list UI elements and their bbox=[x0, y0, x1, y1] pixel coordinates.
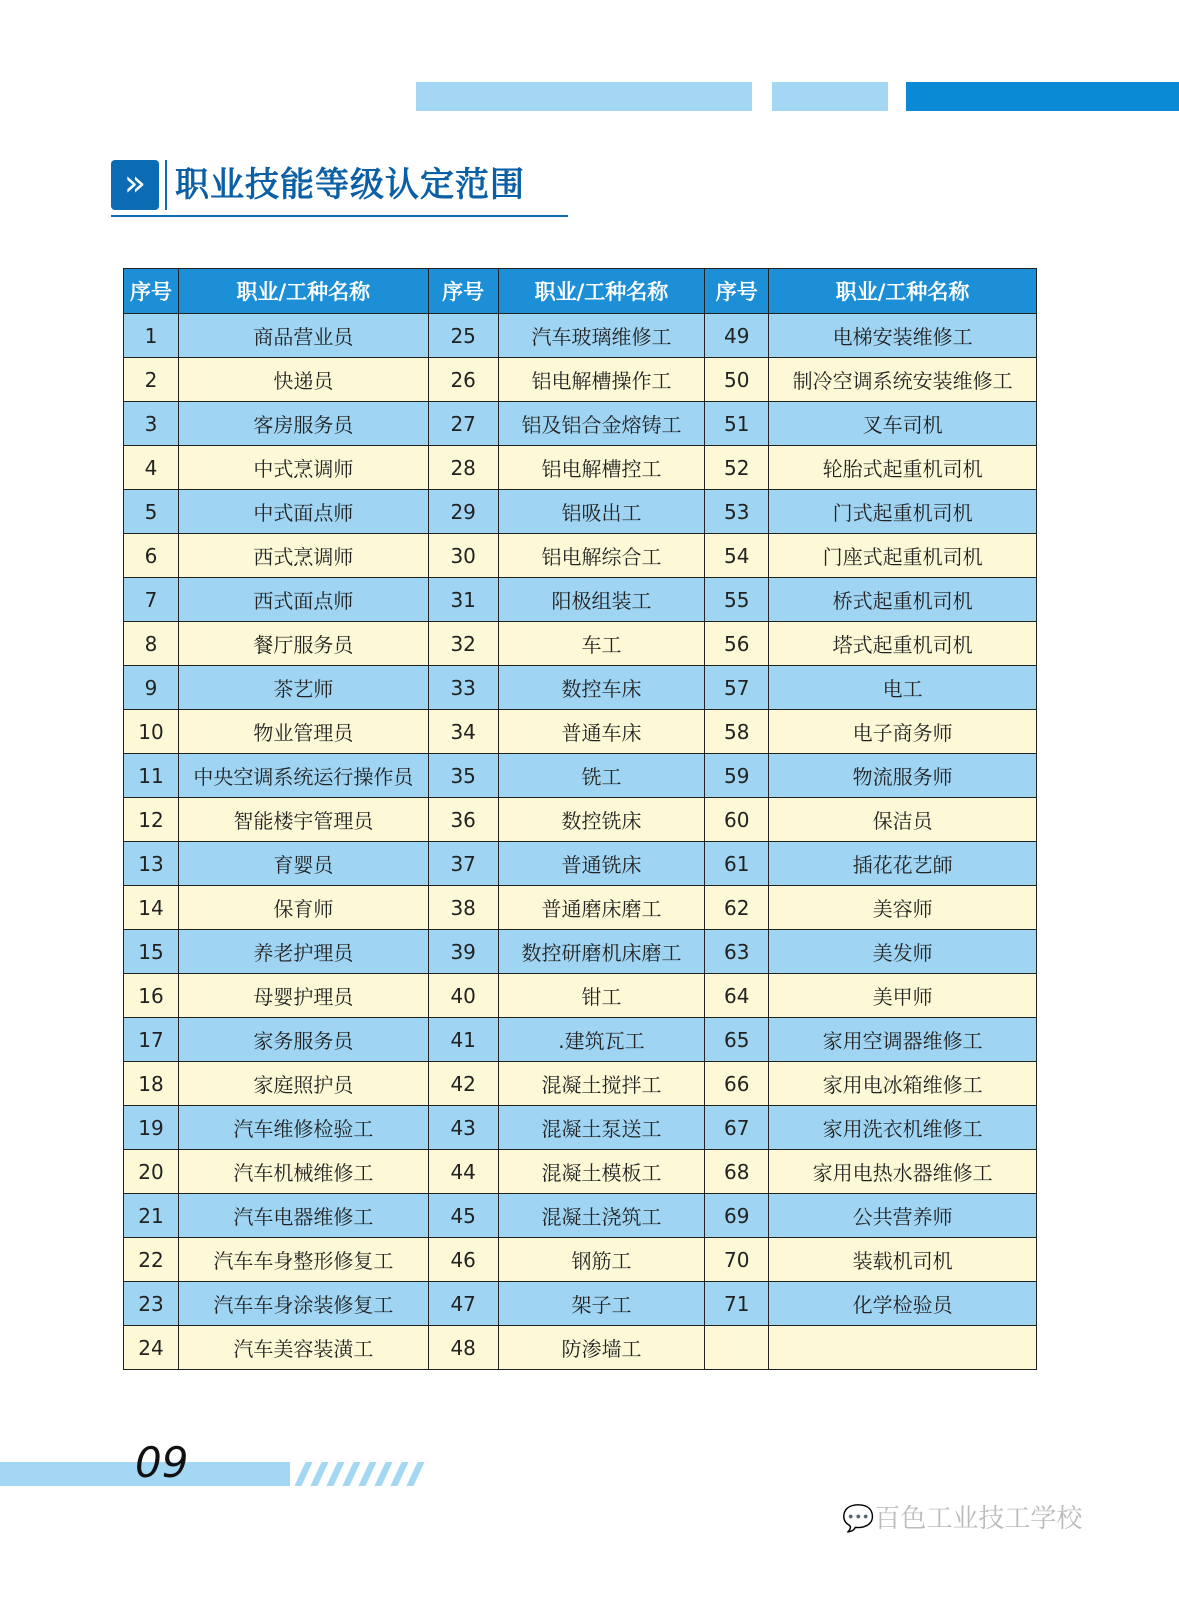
cell-occupation: 普通磨床磨工 bbox=[498, 886, 705, 930]
table-row bbox=[124, 1194, 1037, 1238]
cell-occupation: 家用洗衣机维修工 bbox=[769, 1106, 1037, 1150]
cell-number: 49 bbox=[705, 314, 769, 358]
table-row bbox=[124, 534, 1037, 578]
cell-number: 43 bbox=[428, 1106, 498, 1150]
cell-occupation: 餐厅服务员 bbox=[178, 622, 428, 666]
cell-number: 60 bbox=[705, 798, 769, 842]
cell-occupation bbox=[769, 1326, 1037, 1370]
table-row bbox=[124, 622, 1037, 666]
cell-number: 53 bbox=[705, 490, 769, 534]
cell-occupation: 桥式起重机司机 bbox=[769, 578, 1037, 622]
cell-occupation: 茶艺师 bbox=[178, 666, 428, 710]
cell-occupation: 塔式起重机司机 bbox=[769, 622, 1037, 666]
cell-number: 25 bbox=[428, 314, 498, 358]
cell-number: 17 bbox=[124, 1018, 179, 1062]
cell-number: 44 bbox=[428, 1150, 498, 1194]
table-row bbox=[124, 710, 1037, 754]
cell-occupation: 普通铣床 bbox=[498, 842, 705, 886]
watermark-text: 百色工业技工学校 bbox=[874, 1504, 1083, 1534]
cell-number: 64 bbox=[705, 974, 769, 1018]
cell-number: 3 bbox=[124, 402, 179, 446]
table-row bbox=[124, 886, 1037, 930]
cell-number: 23 bbox=[124, 1282, 179, 1326]
cell-number: 10 bbox=[124, 710, 179, 754]
cell-number: 58 bbox=[705, 710, 769, 754]
cell-occupation: 钳工 bbox=[498, 974, 705, 1018]
column-header-number: 序号 bbox=[428, 269, 498, 314]
cell-number: 16 bbox=[124, 974, 179, 1018]
cell-occupation: 轮胎式起重机司机 bbox=[769, 446, 1037, 490]
cell-number: 48 bbox=[428, 1326, 498, 1370]
cell-number: 38 bbox=[428, 886, 498, 930]
cell-occupation: 普通车床 bbox=[498, 710, 705, 754]
cell-number: 36 bbox=[428, 798, 498, 842]
cell-occupation: .建筑瓦工 bbox=[498, 1018, 705, 1062]
cell-occupation: 汽车玻璃维修工 bbox=[498, 314, 705, 358]
watermark bbox=[842, 1502, 1082, 1536]
cell-number: 14 bbox=[124, 886, 179, 930]
cell-occupation: 铝吸出工 bbox=[498, 490, 705, 534]
cell-number: 7 bbox=[124, 578, 179, 622]
cell-occupation: 汽车美容装潢工 bbox=[178, 1326, 428, 1370]
decorative-stripe bbox=[390, 1462, 408, 1486]
decorative-stripe bbox=[374, 1462, 392, 1486]
column-header-number: 序号 bbox=[124, 269, 179, 314]
cell-number: 21 bbox=[124, 1194, 179, 1238]
cell-number: 65 bbox=[705, 1018, 769, 1062]
cell-occupation: 客房服务员 bbox=[178, 402, 428, 446]
decorative-stripe bbox=[342, 1462, 360, 1486]
double-chevron-right-icon: » bbox=[111, 160, 159, 210]
cell-number: 22 bbox=[124, 1238, 179, 1282]
cell-occupation: 混凝土浇筑工 bbox=[498, 1194, 705, 1238]
cell-number: 2 bbox=[124, 358, 179, 402]
column-header-name: 职业/工种名称 bbox=[498, 269, 705, 314]
page-number: 09 bbox=[135, 1438, 189, 1487]
cell-occupation: 电梯安装维修工 bbox=[769, 314, 1037, 358]
cell-occupation: 车工 bbox=[498, 622, 705, 666]
cell-occupation: 电工 bbox=[769, 666, 1037, 710]
cell-number: 13 bbox=[124, 842, 179, 886]
cell-occupation: 育婴员 bbox=[178, 842, 428, 886]
cell-occupation: 门座式起重机司机 bbox=[769, 534, 1037, 578]
table-row bbox=[124, 490, 1037, 534]
table-row bbox=[124, 446, 1037, 490]
cell-number: 39 bbox=[428, 930, 498, 974]
cell-number: 71 bbox=[705, 1282, 769, 1326]
cell-occupation: 保育师 bbox=[178, 886, 428, 930]
decorative-bar bbox=[416, 82, 752, 111]
cell-number: 50 bbox=[705, 358, 769, 402]
decorative-stripe bbox=[310, 1462, 328, 1486]
cell-occupation: 门式起重机司机 bbox=[769, 490, 1037, 534]
table-row bbox=[124, 578, 1037, 622]
cell-number: 45 bbox=[428, 1194, 498, 1238]
cell-occupation: 商品营业员 bbox=[178, 314, 428, 358]
cell-number: 55 bbox=[705, 578, 769, 622]
cell-occupation: 叉车司机 bbox=[769, 402, 1037, 446]
wechat-icon: 💬 bbox=[842, 1504, 875, 1534]
cell-number: 61 bbox=[705, 842, 769, 886]
table-row bbox=[124, 930, 1037, 974]
cell-number: 41 bbox=[428, 1018, 498, 1062]
cell-occupation: 装载机司机 bbox=[769, 1238, 1037, 1282]
cell-occupation: 钢筋工 bbox=[498, 1238, 705, 1282]
cell-occupation: 汽车机械维修工 bbox=[178, 1150, 428, 1194]
cell-occupation: 物流服务师 bbox=[769, 754, 1037, 798]
cell-occupation: 保洁员 bbox=[769, 798, 1037, 842]
cell-occupation: 铝电解槽控工 bbox=[498, 446, 705, 490]
cell-occupation: 混凝土搅拌工 bbox=[498, 1062, 705, 1106]
title-underline bbox=[111, 215, 568, 217]
cell-number: 12 bbox=[124, 798, 179, 842]
cell-occupation: 家务服务员 bbox=[178, 1018, 428, 1062]
table-row bbox=[124, 358, 1037, 402]
cell-number: 18 bbox=[124, 1062, 179, 1106]
cell-number: 70 bbox=[705, 1238, 769, 1282]
cell-occupation: 养老护理员 bbox=[178, 930, 428, 974]
cell-occupation: 数控车床 bbox=[498, 666, 705, 710]
cell-number: 54 bbox=[705, 534, 769, 578]
cell-number: 59 bbox=[705, 754, 769, 798]
cell-number: 24 bbox=[124, 1326, 179, 1370]
decorative-bar bbox=[772, 82, 888, 111]
table-row bbox=[124, 314, 1037, 358]
cell-number: 57 bbox=[705, 666, 769, 710]
cell-number: 27 bbox=[428, 402, 498, 446]
cell-number: 28 bbox=[428, 446, 498, 490]
cell-occupation: 电子商务师 bbox=[769, 710, 1037, 754]
decorative-stripe bbox=[358, 1462, 376, 1486]
cell-number: 34 bbox=[428, 710, 498, 754]
cell-occupation: 母婴护理员 bbox=[178, 974, 428, 1018]
cell-number: 62 bbox=[705, 886, 769, 930]
cell-occupation: 防渗墙工 bbox=[498, 1326, 705, 1370]
cell-number: 46 bbox=[428, 1238, 498, 1282]
cell-number: 51 bbox=[705, 402, 769, 446]
table-row bbox=[124, 1106, 1037, 1150]
table-row bbox=[124, 1238, 1037, 1282]
cell-number: 35 bbox=[428, 754, 498, 798]
cell-occupation: 汽车电器维修工 bbox=[178, 1194, 428, 1238]
cell-number: 19 bbox=[124, 1106, 179, 1150]
cell-occupation: 制冷空调系统安装维修工 bbox=[769, 358, 1037, 402]
table-row bbox=[124, 974, 1037, 1018]
cell-occupation: 西式面点师 bbox=[178, 578, 428, 622]
cell-occupation: 中式烹调师 bbox=[178, 446, 428, 490]
table-header-row bbox=[124, 269, 1037, 314]
decorative-stripe bbox=[326, 1462, 344, 1486]
cell-number: 33 bbox=[428, 666, 498, 710]
divider bbox=[165, 160, 167, 210]
cell-occupation: 中式面点师 bbox=[178, 490, 428, 534]
cell-occupation: 西式烹调师 bbox=[178, 534, 428, 578]
cell-occupation: 家用电热水器维修工 bbox=[769, 1150, 1037, 1194]
cell-number: 42 bbox=[428, 1062, 498, 1106]
cell-occupation: 阳极组装工 bbox=[498, 578, 705, 622]
cell-occupation: 架子工 bbox=[498, 1282, 705, 1326]
table-row bbox=[124, 842, 1037, 886]
cell-number: 30 bbox=[428, 534, 498, 578]
table-row bbox=[124, 402, 1037, 446]
cell-occupation: 汽车维修检验工 bbox=[178, 1106, 428, 1150]
cell-number: 1 bbox=[124, 314, 179, 358]
cell-number: 63 bbox=[705, 930, 769, 974]
cell-occupation: 中央空调系统运行操作员 bbox=[178, 754, 428, 798]
table-row bbox=[124, 754, 1037, 798]
cell-occupation: 数控铣床 bbox=[498, 798, 705, 842]
cell-number: 8 bbox=[124, 622, 179, 666]
table-row bbox=[124, 1326, 1037, 1370]
cell-occupation: 智能楼宇管理员 bbox=[178, 798, 428, 842]
cell-number: 11 bbox=[124, 754, 179, 798]
cell-number bbox=[705, 1326, 769, 1370]
cell-number: 9 bbox=[124, 666, 179, 710]
decorative-bar bbox=[906, 82, 1179, 111]
cell-occupation: 家庭照护员 bbox=[178, 1062, 428, 1106]
cell-occupation: 铝及铝合金熔铸工 bbox=[498, 402, 705, 446]
cell-occupation: 家用空调器维修工 bbox=[769, 1018, 1037, 1062]
decorative-stripe bbox=[294, 1462, 312, 1486]
cell-occupation: 公共营养师 bbox=[769, 1194, 1037, 1238]
cell-number: 20 bbox=[124, 1150, 179, 1194]
cell-number: 4 bbox=[124, 446, 179, 490]
cell-occupation: 家用电冰箱维修工 bbox=[769, 1062, 1037, 1106]
cell-number: 56 bbox=[705, 622, 769, 666]
cell-number: 47 bbox=[428, 1282, 498, 1326]
cell-number: 37 bbox=[428, 842, 498, 886]
cell-occupation: 快递员 bbox=[178, 358, 428, 402]
cell-occupation: 插花花艺師 bbox=[769, 842, 1037, 886]
decorative-stripe bbox=[406, 1462, 424, 1486]
cell-number: 5 bbox=[124, 490, 179, 534]
table-row bbox=[124, 1062, 1037, 1106]
cell-occupation: 化学检验员 bbox=[769, 1282, 1037, 1326]
table-row bbox=[124, 1018, 1037, 1062]
column-header-name: 职业/工种名称 bbox=[178, 269, 428, 314]
cell-occupation: 铝电解槽操作工 bbox=[498, 358, 705, 402]
table-row bbox=[124, 1282, 1037, 1326]
cell-occupation: 数控研磨机床磨工 bbox=[498, 930, 705, 974]
cell-occupation: 铝电解综合工 bbox=[498, 534, 705, 578]
cell-number: 66 bbox=[705, 1062, 769, 1106]
column-header-number: 序号 bbox=[705, 269, 769, 314]
cell-number: 6 bbox=[124, 534, 179, 578]
cell-occupation: 铣工 bbox=[498, 754, 705, 798]
cell-number: 31 bbox=[428, 578, 498, 622]
cell-number: 67 bbox=[705, 1106, 769, 1150]
column-header-name: 职业/工种名称 bbox=[769, 269, 1037, 314]
page-title: 职业技能等级认定范围 bbox=[175, 165, 525, 205]
cell-occupation: 汽车车身整形修复工 bbox=[178, 1238, 428, 1282]
cell-number: 29 bbox=[428, 490, 498, 534]
cell-number: 32 bbox=[428, 622, 498, 666]
table-row bbox=[124, 666, 1037, 710]
cell-number: 52 bbox=[705, 446, 769, 490]
table-row bbox=[124, 798, 1037, 842]
cell-occupation: 物业管理员 bbox=[178, 710, 428, 754]
cell-number: 69 bbox=[705, 1194, 769, 1238]
cell-occupation: 混凝土模板工 bbox=[498, 1150, 705, 1194]
cell-number: 68 bbox=[705, 1150, 769, 1194]
table-row bbox=[124, 1150, 1037, 1194]
cell-occupation: 美容师 bbox=[769, 886, 1037, 930]
cell-occupation: 汽车车身涂装修复工 bbox=[178, 1282, 428, 1326]
cell-number: 40 bbox=[428, 974, 498, 1018]
occupation-table bbox=[123, 268, 1037, 1370]
cell-number: 15 bbox=[124, 930, 179, 974]
cell-occupation: 美甲师 bbox=[769, 974, 1037, 1018]
cell-occupation: 混凝土泵送工 bbox=[498, 1106, 705, 1150]
cell-occupation: 美发师 bbox=[769, 930, 1037, 974]
cell-number: 26 bbox=[428, 358, 498, 402]
